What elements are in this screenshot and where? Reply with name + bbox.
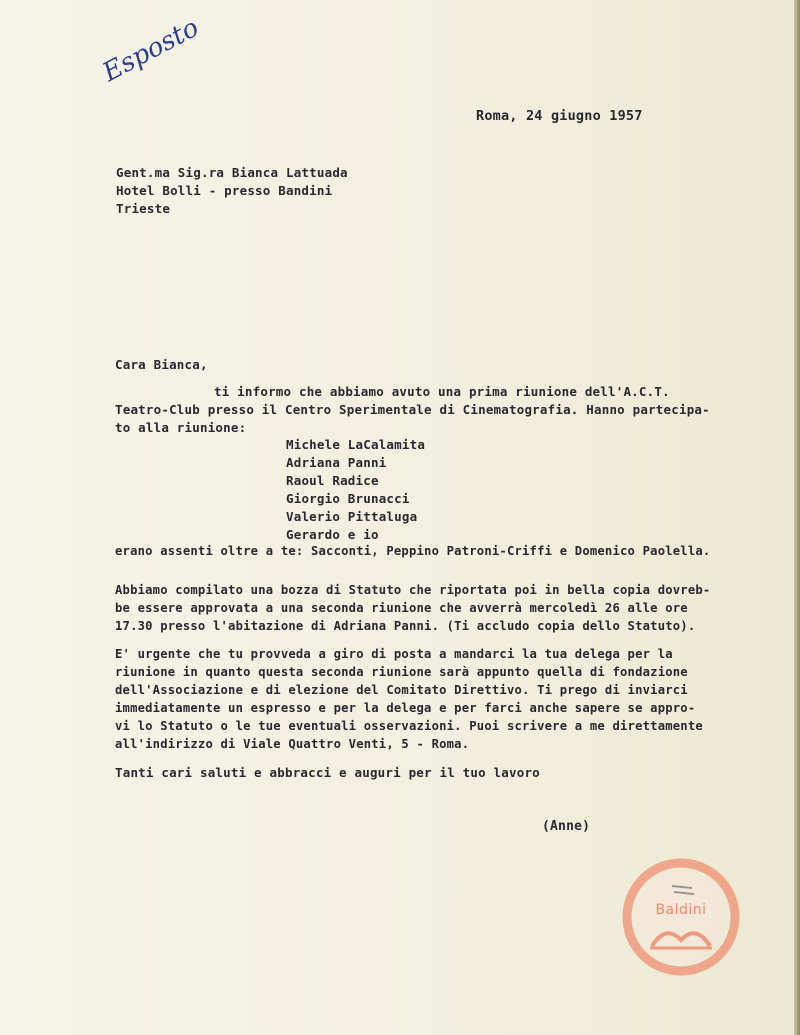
paragraph-line: all'indirizzo di Viale Quattro Venti, 5 - Roma.	[115, 737, 470, 751]
recipient-line: Hotel Bolli - presso Bandini	[116, 183, 333, 198]
absent-line: erano assenti oltre a te: Sacconti, Peppino Patroni-Criffi e Domenico Paolella.	[115, 544, 711, 558]
attendee-item: Adriana Panni	[286, 455, 387, 470]
recipient-line: Trieste	[116, 201, 171, 216]
attendee-item: Raoul Radice	[286, 473, 379, 488]
handwritten-note: Esposto	[97, 12, 204, 89]
page-edge-shadow	[794, 0, 800, 1035]
stamp-label: Baldini	[655, 902, 707, 918]
closing-line: Tanti cari saluti e abbracci e auguri per il tuo lavoro	[115, 765, 540, 780]
archive-stamp	[622, 858, 740, 976]
date-line: Roma, 24 giugno 1957	[476, 108, 643, 124]
signature: (Anne)	[542, 819, 591, 834]
paragraph-line: riunione in quanto questa seconda riunione sarà appunto quella di fondazione	[115, 665, 688, 679]
paragraph-line: be essere approvata a una seconda riunione che avverrà mercoledì 26 alle ore	[115, 601, 688, 615]
paragraph-line: to alla riunione:	[115, 420, 247, 435]
salutation: Cara Bianca,	[115, 357, 208, 372]
paragraph-line: E' urgente che tu provveda a giro di posta a mandarci la tua delega per la	[115, 647, 673, 661]
paragraph-line: ti informo che abbiamo avuto una prima riunione dell'A.C.T.	[214, 384, 670, 399]
paragraph-line: Teatro-Club presso il Centro Sperimentale di Cinematografia. Hanno partecipa-	[115, 402, 710, 417]
recipient-line: Gent.ma Sig.ra Bianca Lattuada	[116, 165, 348, 180]
attendee-item: Gerardo e io	[286, 527, 379, 542]
attendee-item: Michele LaCalamita	[286, 437, 426, 452]
paragraph-line: 17.30 presso l'abitazione di Adriana Panni. (Ti accludo copia dello Statuto).	[115, 619, 696, 633]
paragraph-line: vi lo Statuto o le tue eventuali osservazioni. Puoi scrivere a me direttamente	[115, 719, 703, 733]
paragraph-line: dell'Associazione e di elezione del Comitato Direttivo. Ti prego di inviarci	[115, 683, 688, 697]
attendee-item: Valerio Pittaluga	[286, 509, 418, 524]
attendee-item: Giorgio Brunacci	[286, 491, 410, 506]
paragraph-line: immediatamente un espresso e per la delega e per farci anche sapere se appro-	[115, 701, 696, 715]
paragraph-line: Abbiamo compilato una bozza di Statuto che riportata poi in bella copia dovreb-	[115, 583, 711, 597]
